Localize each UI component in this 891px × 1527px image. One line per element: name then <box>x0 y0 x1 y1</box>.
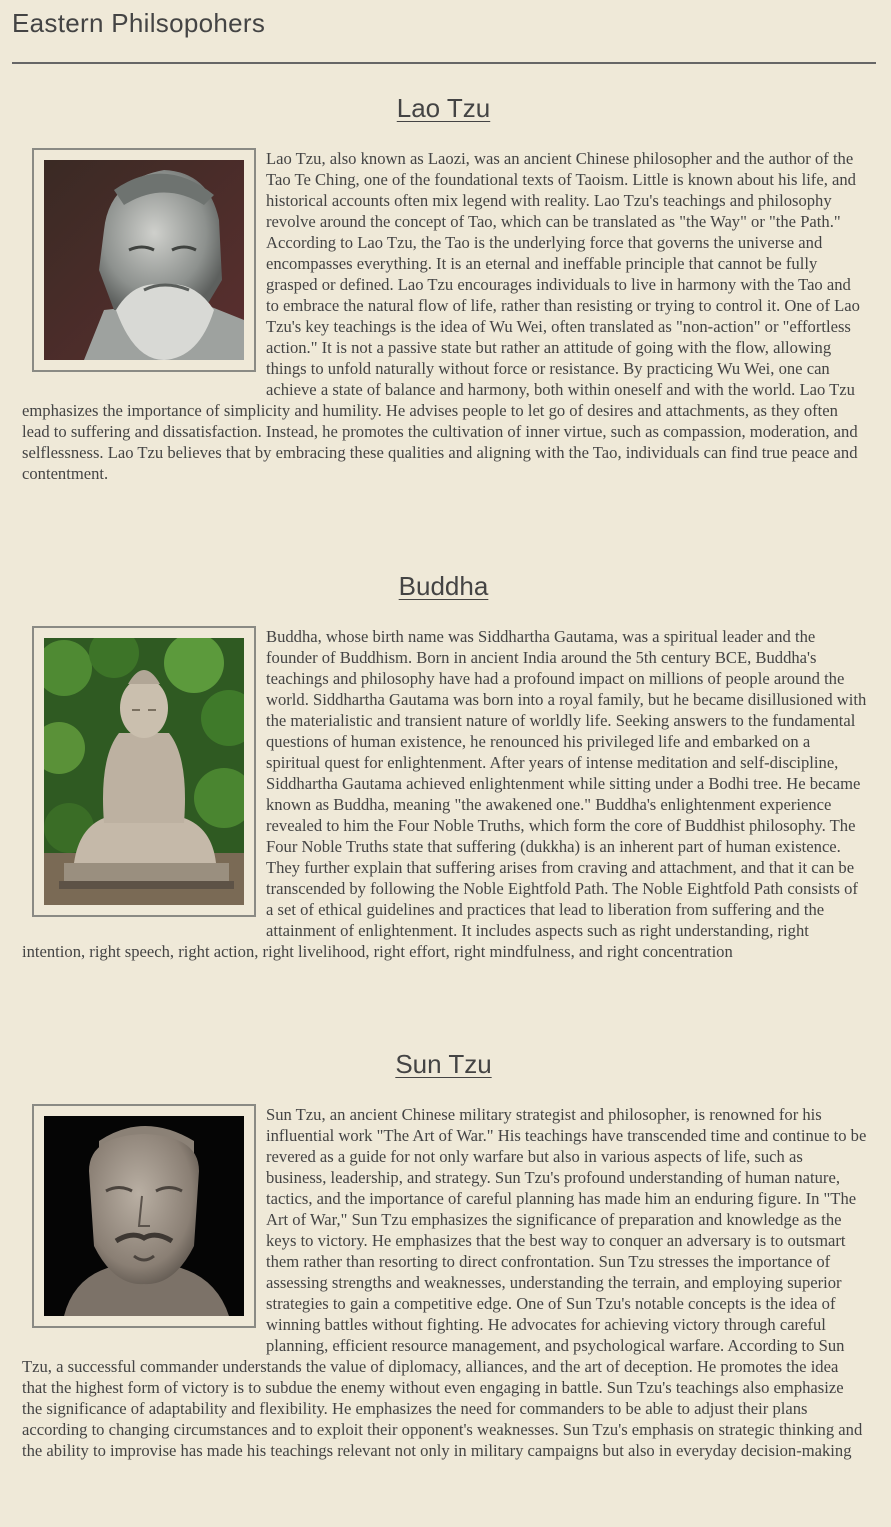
portrait-frame-buddha <box>32 626 256 917</box>
page-title: Eastern Philsopohers <box>12 8 266 38</box>
portrait-frame-sun-tzu <box>32 1104 256 1328</box>
section-title-buddha: Buddha <box>398 571 489 601</box>
bio-text-buddha: Buddha, whose birth name was Siddhartha Gautama, was a spiritual leader and the founder of Buddhism. Born in ancient India around the 5th century BCE, Buddha's teachings and philosophy have had a profound impact on millions of people around the world. Siddhartha Gautama was born into a royal family, but he became disillusioned with the materialistic and transient nature of worldly life. Seeking answers to the fundamental questions of human existence, he renounced his privileged life and embarked on a spiritual quest for enlightenment. After years of intense meditation and self-discipline, Siddhartha Gautama achieved enlightenment while sitting under a Bodhi tree. He became known as Buddha, meaning "the awakened one." Buddha's enlightenment experience revealed to him the Four Noble Truths, which form the core of Buddhist philosophy. The Four Noble Truths state that suffering (dukkha) is an inherent part of human existence. They further explain that suffering arises from craving and attachment, and that it can be transcended by following the Noble Eightfold Path. The Noble Eightfold Path consists of a set of ethical guidelines and practices that lead to liberation from suffering and the attainment of enlightenment. It includes aspects such as right understanding, right intention, right speech, right action, right livelihood, right effort, right mindfulness, and right concentration <box>22 627 867 961</box>
section-title-lao-tzu: Lao Tzu <box>396 93 491 123</box>
section-title-sun-tzu: Sun Tzu <box>395 1049 492 1079</box>
lao-tzu-portrait-image <box>44 160 244 360</box>
bio-text-sun-tzu: Sun Tzu, an ancient Chinese military strategist and philosopher, is renowned for his influential work "The Art of War." His teachings have transcended time and continue to be revered as a guide for not only warfare but also in various aspects of life, such as business, leadership, and strategy. Sun Tzu's profound understanding of human nature, tactics, and the importance of careful planning has made him an enduring figure. In "The Art of War," Sun Tzu emphasizes the significance of preparation and knowledge as the keys to victory. He emphasizes that the best way to conquer an adversary is to outsmart them rather than resorting to direct confrontation. Sun Tzu stresses the importance of assessing strengths and weaknesses, understanding the terrain, and employing superior strategies to gain a competitive edge. One of Sun Tzu's notable concepts is the idea of winning battles without fighting. He advocates for achieving victory through careful planning, efficient resource management, and psychological warfare. According to Sun Tzu, a successful commander understands the value of diplomacy, alliances, and the art of deception. He promotes the idea that the highest form of victory is to subdue the enemy without even engaging in battle. Sun Tzu's teachings also emphasize the significance of adaptability and flexibility. He emphasizes the need for commanders to be able to adjust their plans according to changing circumstances and to exploit their opponent's weaknesses. Sun Tzu's emphasis on strategic thinking and the ability to improvise has made his teachings relevant not only in military campaigns but also in everyday decision-making <box>22 1105 867 1460</box>
bio-text-lao-tzu: Lao Tzu, also known as Laozi, was an ancient Chinese philosopher and the author of the Tao Te Ching, one of the foundational texts of Taoism. Little is known about his life, and historical accounts often mix legend with reality. Lao Tzu's teachings and philosophy revolve around the concept of Tao, which can be translated as "the Way" or "the Path." According to Lao Tzu, the Tao is the underlying force that governs the universe and encompasses everything. It is an eternal and ineffable principle that cannot be fully grasped or defined. Lao Tzu encourages individuals to live in harmony with the Tao and to embrace the natural flow of life, rather than resisting or trying to control it. One of Lao Tzu's key teachings is the idea of Wu Wei, often translated as "non-action" or "effortless action." It is not a passive state but rather an attitude of going with the flow, allowing things to unfold naturally without force or resistance. By practicing Wu Wei, one can achieve a state of balance and harmony, both within oneself and with the world. Lao Tzu emphasizes the importance of simplicity and humility. He advises people to let go of desires and attachments, as they often lead to suffering and dissatisfaction. Instead, he promotes the cultivation of inner virtue, such as compassion, moderation, and selflessness. Lao Tzu believes that by embracing these qualities and aligning with the Tao, individuals can find true peace and contentment. <box>22 149 860 483</box>
page-header <box>12 0 876 64</box>
section-body-lao-tzu <box>22 148 867 484</box>
section-body-sun-tzu <box>22 1104 867 1461</box>
portrait-frame-lao-tzu <box>32 148 256 372</box>
sun-tzu-portrait-image <box>44 1116 244 1316</box>
buddha-portrait-image <box>44 638 244 905</box>
section-body-buddha <box>22 626 867 962</box>
